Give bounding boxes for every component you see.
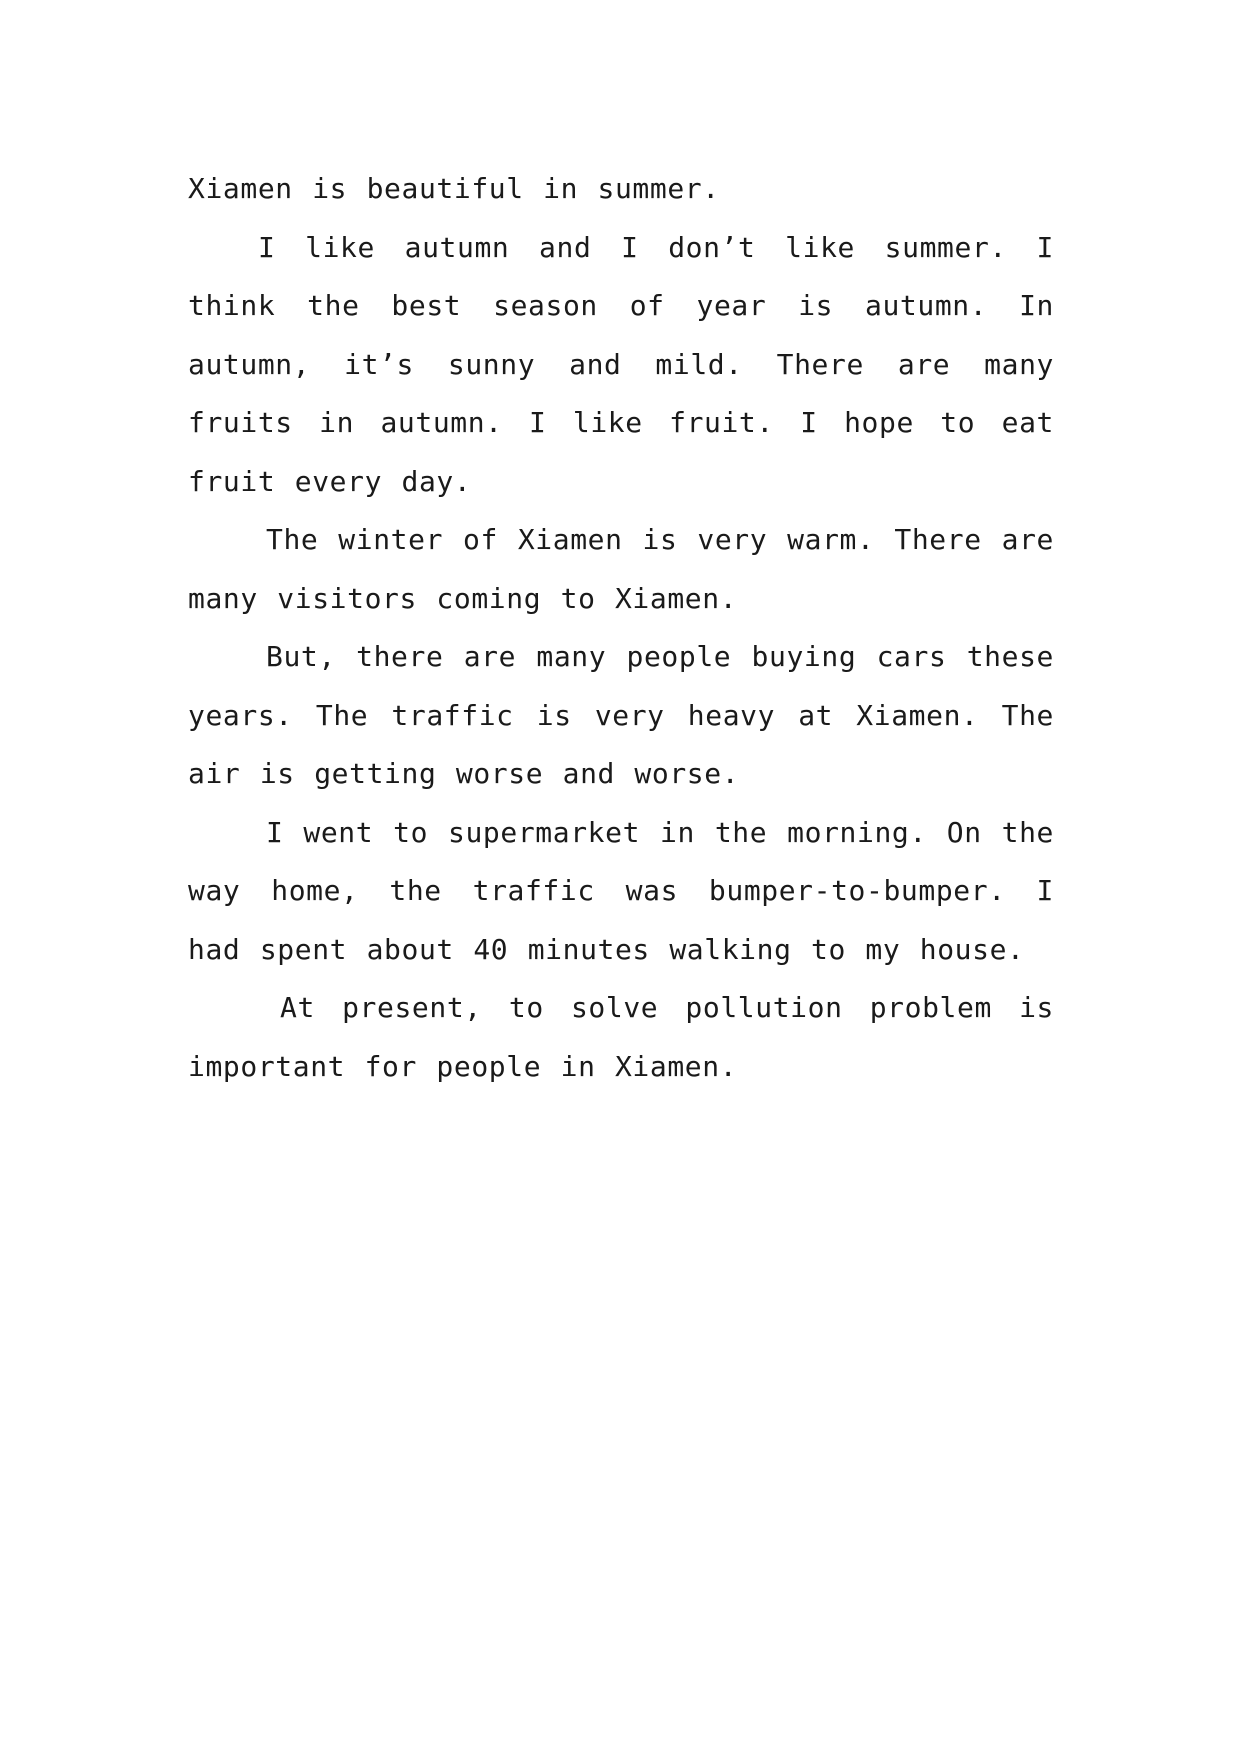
paragraph-pollution: At present, to solve pollution problem is important for people in Xiamen. <box>188 991 1054 1083</box>
paragraph-supermarket: I went to supermarket in the morning. On the way home, the traffic was bumper-to-bumper. I had spent about 40 minutes walking to my house. <box>188 815 1054 966</box>
document-page <box>188 160 1054 1096</box>
paragraph-traffic: But, there are many people buying cars these years. The traffic is very heavy at Xiamen. The air is getting worse and worse. <box>188 640 1054 790</box>
paragraph-winter: The winter of Xiamen is very warm. There are many visitors coming to Xiamen. <box>188 523 1054 615</box>
paragraph-autumn: I like autumn and I don’t like summer. I think the best season of year is autumn. In autumn, it’s sunny and mild. There are many fruits in autumn. I like fruit. I hope to eat fruit every day. <box>188 230 1054 498</box>
paragraph-summer: Xiamen is beautiful in summer. <box>188 172 720 205</box>
